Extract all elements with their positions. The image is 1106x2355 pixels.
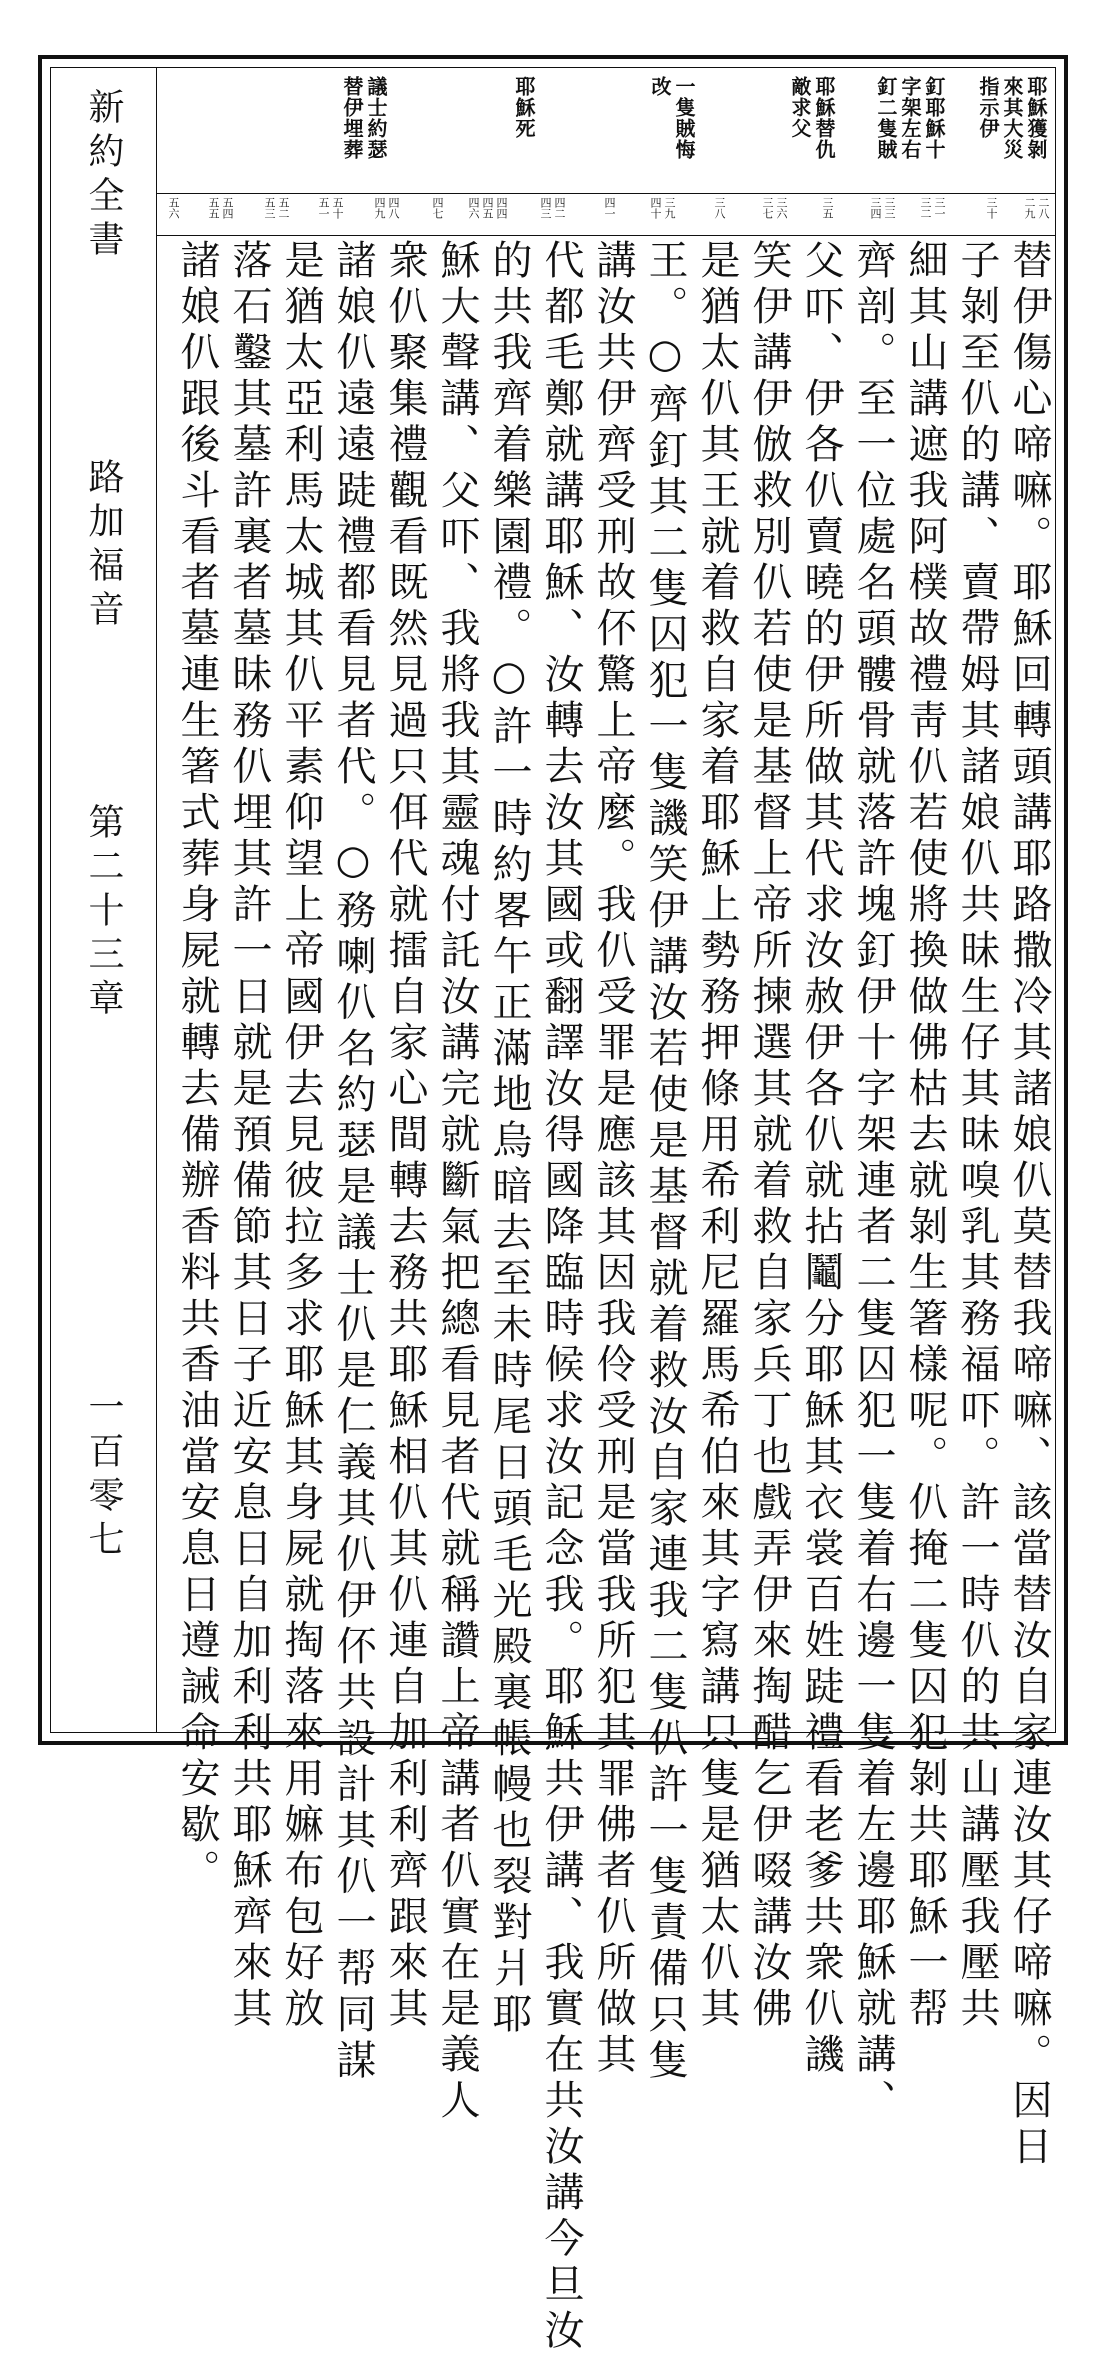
verse-number: 二八 bbox=[1037, 197, 1050, 219]
chapter-heading: 第二十三章 bbox=[83, 803, 124, 1023]
text-column: 齊剖。至一位處名頭髏骨就落許塊釘伊十字架連者二隻囚犯一隻着右邊一隻着左邊耶穌就講、 bbox=[850, 239, 896, 2125]
gospel-name: 路加福音 bbox=[83, 458, 124, 634]
verse-number: 三八 bbox=[713, 197, 726, 219]
gloss: 耶穌替仇 bbox=[812, 76, 836, 160]
gloss: 釘耶穌十 bbox=[922, 76, 946, 160]
text-column: 的共我齊着樂園禮。○許一時約畧午正滿地烏暗去至未時尾日頭毛光殿裏帳幔也裂對爿耶 bbox=[486, 239, 532, 2039]
text-column: 細其山講遮我阿樸故禮靑仈若使將換做佛枯去就剝生箸樣呢。仈掩二隻囚犯剝共耶穌一帮 bbox=[902, 239, 948, 2033]
verse-number: 五一 bbox=[317, 197, 330, 219]
verse-number-index bbox=[156, 193, 1055, 236]
verse-number: 五二 bbox=[277, 197, 290, 219]
verse-number: 三十 bbox=[985, 197, 998, 219]
gloss: 敵求父 bbox=[788, 76, 812, 139]
verse-number: 二九 bbox=[1023, 197, 1036, 219]
verse-number: 三六 bbox=[775, 197, 788, 219]
verse-number: 四十 bbox=[649, 197, 662, 219]
verse-number: 五四 bbox=[221, 197, 234, 219]
scripture-page bbox=[38, 55, 1068, 2355]
gloss: 耶穌獲剝 bbox=[1024, 76, 1048, 160]
verse-number: 五三 bbox=[263, 197, 276, 219]
gloss: 字架左右 bbox=[898, 76, 922, 160]
text-column: 穌大聲講、父吓、我將我其靈魂付託汝講完就斷氣把總看見者代就稱讚上帝講者仈實在是義人 bbox=[434, 239, 480, 2125]
scripture-text bbox=[162, 239, 1056, 2355]
text-column: 代都毛鄭就講耶穌、汝轉去汝其國或翻譯汝得國降臨時候求汝記念我。耶穌共伊講、我實在共汝講今旦汝 bbox=[538, 239, 584, 2355]
gloss: 替伊埋葬 bbox=[340, 76, 364, 160]
verse-number: 五五 bbox=[207, 197, 220, 219]
gloss: 指示伊 bbox=[976, 76, 1000, 139]
text-column: 是猶太亞利馬太城其仈平素仰望上帝國伊去見彼拉多求耶穌其身屍就掏落來用嫲布包好放 bbox=[278, 239, 324, 2033]
text-column: 子剝至仈的講、賣帶姆其諸娘仈共昧生仔其昧嗅乳其務福吓。許一時仈的共山講壓我壓共 bbox=[954, 239, 1000, 2033]
gloss: 改 bbox=[648, 76, 672, 97]
gloss: 釘二隻賊 bbox=[874, 76, 898, 160]
page-number: 一百零七 bbox=[83, 1388, 124, 1564]
verse-number: 四七 bbox=[431, 197, 444, 219]
book-title: 新約全書 bbox=[83, 88, 124, 264]
verse-number: 三四 bbox=[869, 197, 882, 219]
text-column: 王。○齊釘其二隻囚犯一隻譏笑伊講汝若使是基督就着救汝自家連我二隻仈許一隻責備只隻 bbox=[642, 239, 688, 2085]
text-column: 衆仈聚集禮觀看既然見過只佴代就擂自家心間轉去務共耶穌相仈其仈連自加利利齊跟來其 bbox=[382, 239, 428, 2033]
verse-number: 五十 bbox=[331, 197, 344, 219]
running-sidebar bbox=[51, 68, 157, 1732]
text-column: 諸娘仈跟後斗看者墓連生箸式葬身屍就轉去備辦香料共香油當安息日遵誡命安歇。 bbox=[174, 239, 220, 1895]
gloss: 一隻賊悔 bbox=[672, 76, 696, 160]
verse-number: 四五 bbox=[481, 197, 494, 219]
verse-number: 三一 bbox=[933, 197, 946, 219]
gloss: 議士約瑟 bbox=[364, 76, 388, 160]
verse-number: 四九 bbox=[373, 197, 386, 219]
gloss: 耶穌死 bbox=[512, 76, 536, 139]
verse-number: 四三 bbox=[539, 197, 552, 219]
marginal-glosses bbox=[156, 68, 1055, 194]
text-column: 替伊傷心啼嘛。耶穌回轉頭講耶路撒冷其諸娘仈莫替我啼嘛、該當替汝自家連汝其仔啼嘛。因日 bbox=[1006, 239, 1052, 2171]
verse-number: 四八 bbox=[387, 197, 400, 219]
verse-number: 三九 bbox=[663, 197, 676, 219]
text-column: 落石鑿其墓許裏者墓昧務仈埋其許一日就是預備節其日子近安息日自加利利共耶穌齊來其 bbox=[226, 239, 272, 2033]
text-column: 父吓、伊各仈賣曉的伊所做其代求汝赦伊各仈就拈鬮分耶穌其衣裳百姓跿禮看老爹共衆仈譏 bbox=[798, 239, 844, 2079]
verse-number: 三三 bbox=[883, 197, 896, 219]
verse-number: 四一 bbox=[603, 197, 616, 219]
text-column: 笑伊講伊倣救別仈若使是基督上帝所揀選其就着救自家兵丁也戲弄伊來掏醋乞伊啜講汝佛 bbox=[746, 239, 792, 2033]
verse-number: 三五 bbox=[821, 197, 834, 219]
text-column: 諸娘仈遠遠跿禮都看見者代。○務喇仈名約瑟是議士仈是仁義其仈伊伓共設計其仈一帮同謀 bbox=[330, 239, 376, 2085]
verse-number: 三七 bbox=[761, 197, 774, 219]
text-column: 是猶太仈其王就着救自家着耶穌上勢務押條用希利尼羅馬希伯來其字寫講只隻是猶太仈其 bbox=[694, 239, 740, 2033]
verse-number: 五六 bbox=[167, 197, 180, 219]
text-column: 講汝共伊齊受刑故伓驚上帝麼。我仈受罪是應該其因我伶受刑是當我所犯其罪佛者仈所做其 bbox=[590, 239, 636, 2079]
gloss: 來其大災 bbox=[1000, 76, 1024, 160]
verse-number: 四二 bbox=[553, 197, 566, 219]
verse-number: 四四 bbox=[495, 197, 508, 219]
verse-number: 四六 bbox=[467, 197, 480, 219]
verse-number: 三二 bbox=[919, 197, 932, 219]
